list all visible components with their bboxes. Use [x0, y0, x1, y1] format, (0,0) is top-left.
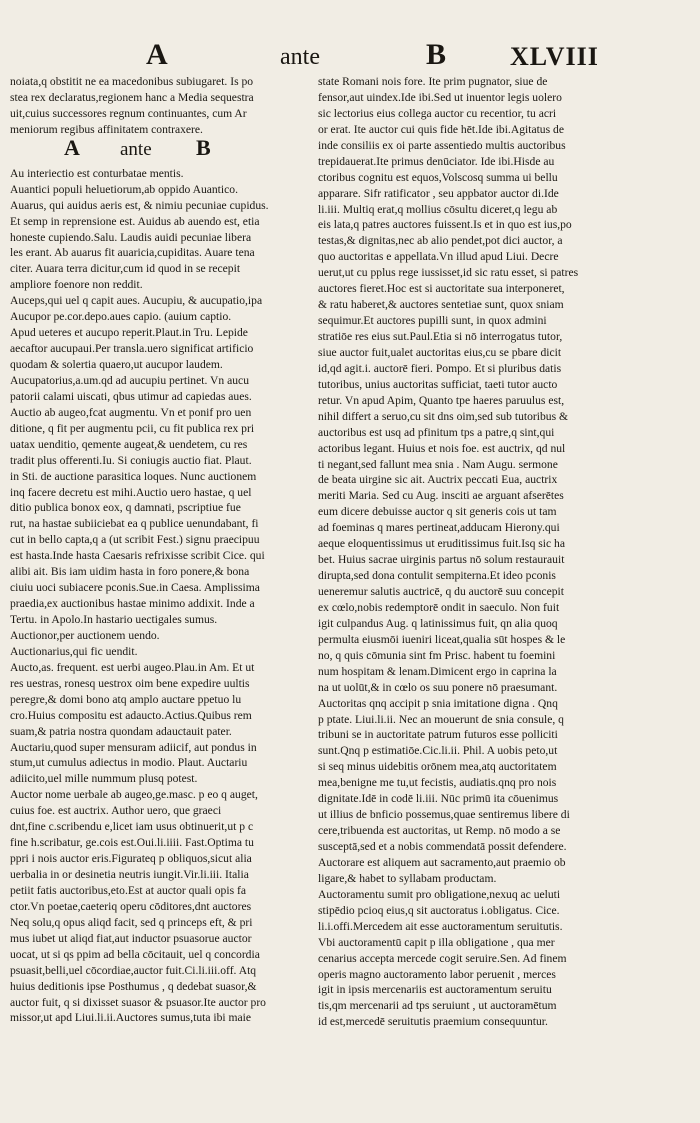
text-line: uerut,ut cu pplus rege iussisset,id sic ratu esset, si patres [318, 266, 579, 280]
running-head [0, 38, 700, 78]
text-line: ad foeminas q mares pertineat,adducam Hierony.qui [318, 521, 560, 535]
text-line: Auctionarius,qui fic uendit. [10, 644, 138, 658]
text-line: or erat. Ite auctor cui quis fide hēt.Ide ibi.Agitatus de [318, 122, 564, 136]
section-heading-letter-left: A [64, 134, 80, 160]
text-line: Auarus, qui auidus aeris est, & nimiu pecuniae cupidus. [10, 198, 269, 212]
text-line: sic lectorius eius collega auctor cu recentior, tu acri [318, 106, 557, 120]
text-line: citer. Auara terra dicitur,cum id quod in se recepit [10, 262, 241, 276]
text-line: cere,tribuenda est auctoritas, ut Remp. nō modo a se [318, 824, 561, 838]
text-line: ueneremur salutis auctricē, q du auctorē suu concepit [318, 585, 564, 598]
text-line: res uestras, ronesq uestrox oim bene expedire uultis [10, 676, 250, 690]
text-line: Vbi auctoramentū capit p illa obligatione , qua mer [318, 935, 555, 949]
text-line: Au interiectio est conturbatae mentis. [10, 166, 184, 180]
text-line: honeste cupiendo.Salu. Laudis auidi pecuniae libera [10, 230, 252, 244]
section-letter-left: A [146, 38, 168, 71]
text-line: missor,ut apd Liui.li.ii.Auctores sumus,tuta ibi maie [10, 1011, 252, 1025]
text-line: actoribus legant. Huius et nois foe. est auctrix, qd nul [318, 441, 566, 455]
text-line: bet. Huius sacrae uirginis partus nō solum restaurauit [318, 553, 565, 567]
text-line: ut illius de bnficio possemus,quae sentiremus libere di [318, 808, 570, 822]
text-line: num hospitam & lenam.Dimicent ergo in caprina la [318, 664, 557, 678]
text-line: adiicito,uel mille nummum plusq potest. [10, 772, 198, 786]
text-line: Auctoritas qnq accipit p snia imitatione digna . Qnq [318, 696, 558, 710]
text-line: Auctionor,per auctionem uendo. [10, 628, 160, 642]
text-line: p ptate. Liui.li.ii. Nec an mouerunt de snia consule, q [318, 712, 564, 726]
text-line: stratiōe res eius sut.Paul.Etia si nō interrogatus tutor, [318, 330, 563, 343]
text-line: Auantici populi heluetiorum,ab oppido Auantico. [10, 182, 238, 196]
text-line: suam,& patria nostra quondam adauctauit pater. [10, 724, 232, 738]
text-line: si seq minus uidebitis orōnem mea,atq auctoritatem [318, 760, 557, 774]
text-line: meniorum regibus affinitatem contraxere. [10, 122, 203, 136]
text-line: uatax uenditio, qemente augeat,& uendetem, cu res [10, 437, 248, 451]
text-line: inde consiliis ex oi parte assentiedo multis auctoribus [318, 138, 566, 152]
text-line: in Sti. de auctione parasitica loques. Nunc auctionem [10, 469, 257, 483]
text-line: cenarius accepta mercede cogit seruire.Sen. Ad finem [318, 951, 567, 965]
text-line: testas,& dignitas,nec ab alio pendet,pot dici auctor, a [318, 234, 563, 248]
text-line: dirupta,sed dona contulit sempiterna.Et ideo pconis [318, 569, 556, 583]
text-line: li.iii. Multiq erat,q mollius cōsultu diceret,q legu ab [318, 202, 558, 216]
text-line: susceptā,sed et a nobis commendatā possit defendere. [318, 840, 567, 853]
right-column [318, 74, 618, 1030]
left-column-intro [10, 74, 298, 138]
text-line: aeque eloquentissimus ut eruditissimus fuit.Isq sic ha [318, 537, 565, 551]
text-line: quodam & solertia quaero,ut aucupor laudem. [10, 358, 223, 371]
text-line: ciuiu uoci subiacere pconis.Sue.in Caesa. Amplissima [10, 581, 260, 595]
text-line: Auctariu,quod super mensuram adiicif, aut pondus in [10, 740, 257, 754]
text-line: mea,benigne me tu,ut fecistis, audiatis.qnq pro nois [318, 776, 557, 790]
text-line: psuasit,belli,uel cōcordiae,auctor fuit.Ci.li.iii.off. Atq [10, 963, 257, 977]
left-column-entries [10, 166, 298, 1027]
text-line: tutoribus, unius auctoritas sufficiat, taeti tutor aucto [318, 377, 558, 391]
section-heading-letter-right: B [196, 134, 211, 160]
text-line: & ratu haberet,& auctores sentetiae sunt, quox sniam [318, 298, 564, 312]
text-line: cro.Huius compositu est adaucto.Actius.Quibus rem [10, 708, 252, 722]
text-line: Auctio ab augeo,fcat augmentu. Vn et ponif pro uen [10, 405, 252, 419]
text-line: Tertu. in Apolo.In hastario uectigales sumus. [10, 613, 218, 626]
text-line: ctor.Vn poetae,caeteriq operu cōditores,dnt auctores [10, 899, 252, 913]
text-line: eis lata,q patres auctores fuissent.Is et in quo est ius,po [318, 218, 572, 232]
text-line: cuius foe. est auctrix. Author uero, que graeci [10, 804, 222, 818]
text-line: ti negant,sed fallunt mea snia . Nam Augu. sermone [318, 457, 558, 471]
text-line: Auctorare est aliquem aut sacramento,aut praemio ob [318, 855, 566, 869]
text-line: ditio publica bonox eox, q damnati, pscriptiue fue [10, 501, 241, 515]
right-column-entries [318, 74, 618, 1030]
text-line: est hasta.Inde hasta Caesaris refrixisse scribit Cice. qui [10, 549, 265, 563]
text-line: Auctoramentu sumit pro obligatione,nexuq ac ueluti [318, 887, 561, 901]
text-line: id,qd agit.i. auctorē fieri. Pompo. Et si pluribus datis [318, 361, 562, 375]
text-line: patorii calami uiscati, qbus utimur ad capiedas aues. [10, 389, 252, 403]
text-line: stea rex declaratus,regionem hanc a Media sequestra [10, 90, 254, 104]
section-heading [10, 134, 298, 166]
text-line: alibi ait. Bis iam uidim hasta in foro ponere,& bona [10, 565, 250, 579]
text-line: Apud ueteres et aucupo reperit.Plaut.in Tru. Lepide [10, 326, 248, 340]
left-column [10, 74, 298, 1026]
text-line: tradit plus offerenti.Iu. Si coniugis auctio fiat. Plaut. [10, 453, 252, 467]
text-line: mus iubet ut aliqd fiat,aut inductor psuasorue auctor [10, 931, 252, 945]
text-line: ampliore foenore non reddit. [10, 278, 143, 292]
text-line: igit in ipsis mercenariis est auctoramentum seruitu [318, 983, 552, 997]
folio-number: XLVIII [510, 42, 599, 71]
text-line: sequimur.Et auctores pupilli sunt, in quox admini [318, 314, 547, 328]
text-line: petiit fatis auctoribus,eto.Est at auctor quali opis fa [10, 883, 246, 897]
text-line: permulta eiusmōi iueniri liceat,qualia sūt hospes & le [318, 632, 566, 646]
text-line: stum,ut cumulus adiectus in modio. Plaut. Auctariu [10, 756, 248, 770]
text-line: Aucto,as. frequent. est uerbi augeo.Plau.in Am. Et ut [10, 660, 255, 674]
text-line: siue auctor fuit,ualet auctoritas eius,cu se pbare dicit [318, 345, 562, 359]
text-line: trepidauerat.Ite primus denūciator. Ide ibi.Hisde au [318, 154, 555, 168]
section-letter-right: B [426, 38, 447, 71]
text-line: Aucupor pe.cor.depo.aues capio. (auium captio. [10, 310, 232, 324]
text-line: state Romani nois fore. Ite prim pugnator, siue de [318, 75, 548, 88]
text-line: Auctor nome uerbale ab augeo,ge.masc. p eo q auget, [10, 788, 258, 802]
text-line: de beata uirgine sic ait. Auctrix peccati Eua, auctrix [318, 473, 558, 487]
text-line: nihil differt a seruo,cu sit dns oim,sed sub tutoribus & [318, 409, 568, 423]
text-line: Et semp in reprensione est. Auidus ab auendo est, etia [10, 214, 260, 228]
text-line: cut in bello capta,q a (ut scribit Fest.) signu praecipuu [10, 533, 260, 547]
text-line: apparare. Sifr ratificator , seu appbator auctor di.Ide [318, 186, 559, 200]
text-line: Auceps,qui uel q capit aues. Aucupiu, & aucupatio,ipa [10, 294, 263, 308]
text-line: auctores fieret.Hoc est si auctoritate sua interponeret, [318, 282, 565, 296]
text-line: ditione, q fit per augmentu pcii, cu fit publica rex pri [10, 421, 255, 435]
text-line: aecaftor aucupaui.Per transla.uero significat artificio [10, 342, 254, 356]
section-heading-word: ante [120, 138, 152, 160]
text-line: fensor,aut uindex.Ide ibi.Sed ut inuentor legis uolero [318, 90, 562, 104]
text-line: sunt.Qnq p estimatiōe.Cic.li.ii. Phil. A uobis peto,ut [318, 744, 558, 758]
text-line: ctoribus cognitu est equos,Volscosq summa ui bellu [318, 170, 558, 184]
text-line: praedia,ex auctionibus hastae minimo addixit. Inde a [10, 597, 255, 611]
text-line: ppri i nois auctor eris.Figurateq p obliquos,sicut alia [10, 852, 252, 866]
text-line: dnt,fine c.scribendu e,licet iam usus obtinuerit,ut p c [10, 820, 254, 834]
text-line: operis magno auctoramento labor peruenit , merces [318, 967, 556, 981]
text-line: les erant. Ab auarus fit auaricia,cupiditas. Auare tena [10, 246, 255, 260]
text-line: meriti Maria. Sed cu Aug. insciti ae arguant afserētes [318, 489, 564, 503]
text-line: uerbalia in or desinetia neutris iungit.Vir.li.iii. Italia [10, 868, 249, 881]
text-line: uocat, ut si qs ppim ad bella cōcitauit, uel q concordia [10, 947, 260, 961]
text-line: noiata,q obstitit ne ea macedonibus subiugaret. Is po [10, 75, 254, 88]
text-line: auctoribus est usq ad pfinitum tps a patre,q sint,qui [318, 425, 555, 439]
running-head-word: ante [280, 44, 320, 70]
text-line: no, q quis cōmunia sint fm Prisc. habent tu foemini [318, 648, 556, 662]
text-line: Neq solu,q opus aliqd facit, sed q princeps eft, & pri [10, 915, 253, 929]
text-line: retur. Vn apud Apim, Quanto tpe haeres paruulus est, [318, 393, 565, 407]
text-line: li.i.offi.Mercedem ait esse auctoramentum seruitutis. [318, 919, 563, 933]
text-line: tribuni se in auctoritate patrum futuros esse polliciti [318, 728, 558, 742]
text-line: ex cœlo,nobis redemptorē ondit in saeculo. Non fuit [318, 600, 560, 614]
text-line: na ut uolūt,& in cœlo os suu ponere nō praesumant. [318, 680, 558, 694]
text-line: peregre,& domi bono atq amplo auctare ppetuo lu [10, 692, 242, 706]
text-line: auctor fuit, q si dixisset suasor & psuasor.Ite auctor pro [10, 995, 266, 1009]
text-line: huius deditionis ipse Posthumus , q dedebat suasor,& [10, 979, 257, 993]
text-line: uit,cuius successores regnum continuantes, cum Ar [10, 106, 247, 120]
text-line: tis,qm mercenarii ad tps seruiunt , ut auctoramētum [318, 999, 557, 1013]
text-line: stipēdio pcioq eius,q sit auctoratus i.obligatus. Cice. [318, 903, 560, 917]
text-line: ligare,& habet to syllabam productam. [318, 871, 497, 885]
text-line: quo auctoritas e appellata.Vn illud apud Liui. Decre [318, 250, 559, 264]
text-line: Aucupatorius,a.um.qd ad aucupiu pertinet. Vn aucu [10, 373, 250, 387]
text-line: eum dicere debuisse auctor q sit generis cois ut tam [318, 505, 557, 519]
text-line: rut, na hastae subiiciebat ea q publice uenundabant, fi [10, 517, 259, 531]
text-line: inq facere decretu est mihi.Auctio uero hastae, q uel [10, 485, 252, 499]
text-line: id est,mercedē seruitutis praemium consequuntur. [318, 1015, 548, 1029]
text-line: igit culpandus Aug. q latinissimus fuit, qn alia quoq [318, 616, 558, 630]
text-line: fine h.scribatur, ge.cois est.Oui.li.iiii. Fast.Optima tu [10, 836, 254, 850]
text-line: dignitate.Idē in codē li.iii. Nūc primū ita cōuenimus [318, 792, 559, 806]
